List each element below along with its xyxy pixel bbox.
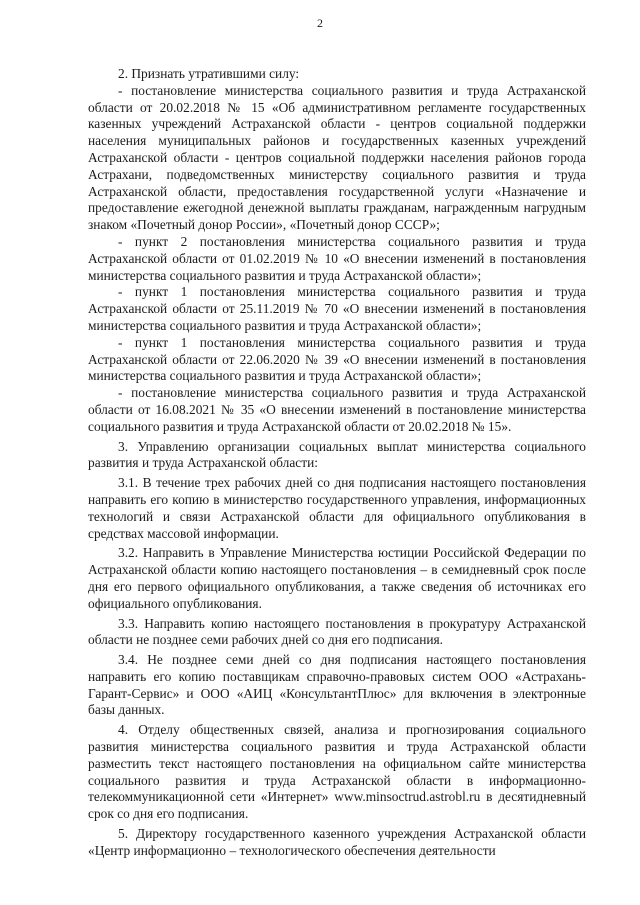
paragraph-3-3: 3.3. Направить копию настоящего постановления в прокуратуру Астраханской области не позднее семи рабочих дней со дня его подписания. xyxy=(88,615,586,648)
page-number: 2 xyxy=(317,16,323,30)
document-body xyxy=(88,66,586,860)
paragraph-2-item-2: - пункт 2 постановления министерства социального развития и труда Астраханской области от 01.02.2019 № 10 «О внесении изменений в постановления министерства социального развития и труда Астраханской области»; xyxy=(88,233,586,283)
paragraph-2-item-3: - пункт 1 постановления министерства социального развития и труда Астраханской области от 25.11.2019 № 70 «О внесении изменений в постановления министерства социального развития и труда Астраханской области»; xyxy=(88,284,586,333)
paragraph-2-item-1: - постановление министерства социального развития и труда Астраханской области от 20.02.2018 № 15 «Об административном регламенте государственных казенных учреждений Астраханской области - центров социальной поддержки населения муниципальных районов и государственных казенных учреждений Астраханской области - центров социальной поддержки населения районов города Астрахани, подведомственных министерству социального развития и труда Астраханской области, предоставления государственной услуги «Назначение и предоставление ежегодной денежной выплаты гражданам, награжденным нагрудным знаком «Почетный донор России», «Почетный донор СССР»; xyxy=(88,82,586,233)
paragraph-2-item-5: - постановление министерства социального развития и труда Астраханской области от 16.08.2021 № 35 «О внесении изменений в постановление министерства социального развития и труда Астраханской области от 20.02.2018 № 15». xyxy=(88,385,586,434)
paragraph-4: 4. Отделу общественных связей, анализа и прогнозирования социального развития министерства социального развития и труда Астраханской области разместить текст настоящего постановления на официальном сайте министерства социального развития и труда Астраханской области в информационно-телекоммуникационной сети «Интернет» www.minsoctrud.astrobl.ru в десятидневный срок со дня его подписания. xyxy=(88,722,586,822)
paragraph-3: 3. Управлению организации социальных выплат министерства социального развития и труда Астраханской области: xyxy=(88,438,586,471)
paragraph-3-4: 3.4. Не позднее семи дней со дня подписания настоящего постановления направить его копию поставщикам справочно-правовых систем ООО «Астрахань-Гарант-Сервис» и ООО «АИЦ «КонсультантПлюс» для включения в электронные базы данных. xyxy=(88,652,586,718)
paragraph-3-2: 3.2. Направить в Управление Министерства юстиции Российской Федерации по Астраханской области копию настоящего постановления – в семидневный срок после дня его первого официального опубликования, а также сведения об источниках его официального опубликования. xyxy=(88,545,586,611)
paragraph-2-heading: 2. Признать утратившими силу: xyxy=(118,66,300,81)
paragraph-2-item-4: - пункт 1 постановления министерства социального развития и труда Астраханской области от 22.06.2020 № 39 «О внесении изменений в постановления министерства социального развития и труда Астраханской области»; xyxy=(88,334,586,384)
paragraph-5: 5. Директору государственного казенного учреждения Астраханской области «Центр информационно – технологического обеспечения деятельности xyxy=(88,826,586,858)
paragraph-3-1: 3.1. В течение трех рабочих дней со дня подписания настоящего постановления направить его копию в министерство государственного управления, информационных технологий и связи Астраханской области для официального опубликования в средствах массовой информации. xyxy=(88,475,586,541)
